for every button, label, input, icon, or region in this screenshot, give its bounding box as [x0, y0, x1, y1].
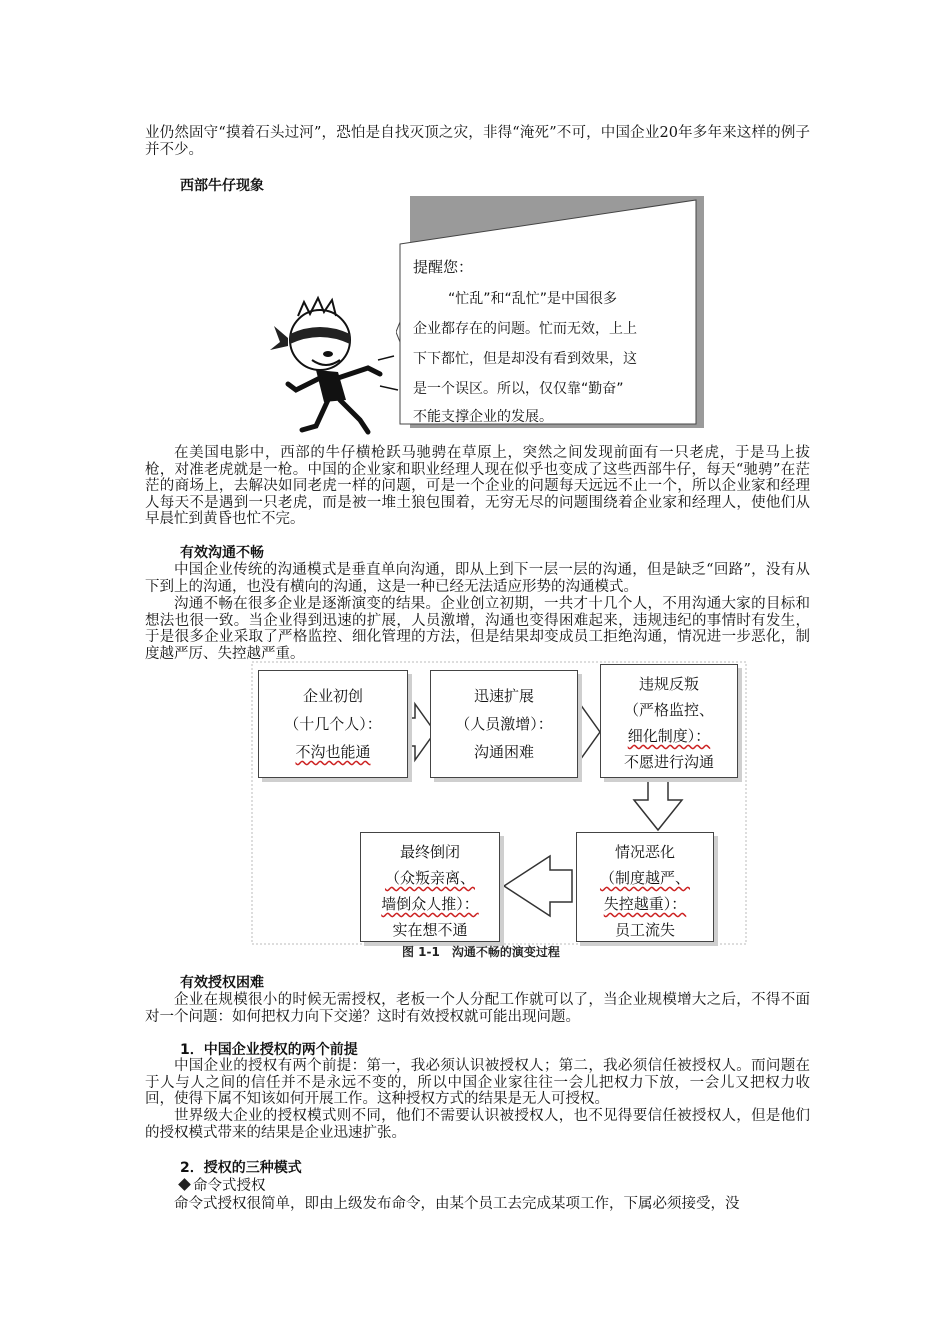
flow-box-rebellion-line-4: 不愿进行沟通 [623, 753, 714, 771]
cartoon-figure-illustration [268, 290, 408, 440]
heading-three-modes: 2．授权的三种模式 [180, 1160, 302, 1176]
bullet-command-mode-label: 命令式授权 [193, 1178, 266, 1194]
flow-box-rebellion-line-2: （严格监控、 [623, 701, 714, 719]
flow-box-deterioration-line-4: 员工流失 [614, 921, 675, 939]
diamond-bullet-icon [178, 1178, 191, 1191]
flow-box-founding-line-1: 企业初创 [302, 687, 363, 705]
arrow-left [504, 856, 572, 916]
paragraph-authorization: 企业在规模很小的时候无需授权，老板一个人分配工作就可以了，当企业规模增大之后，不得不面对一个问题：如何把权力向下交递？这时有效授权就可能出现问题。 [145, 992, 810, 1025]
flow-box-founding-line-3: 不沟也能通 [295, 743, 371, 761]
flow-box-bankruptcy-line-1: 最终倒闭 [399, 843, 460, 861]
arrow-down [634, 780, 682, 830]
flow-box-bankruptcy-line-4: 实在想不通 [392, 921, 468, 939]
reminder-line-2: 企业都存在的问题。忙而无效，上上 [413, 321, 637, 337]
heading-cowboy: 西部牛仔现象 [180, 178, 264, 194]
flow-box-bankruptcy-line-2: （众叛亲离、 [384, 869, 475, 887]
paragraph-command-mode: 命令式授权很简单，即由上级发布命令，由某个员工去完成某项工作，下属必须接受，没 [174, 1196, 740, 1212]
bullet-command-mode [180, 1178, 266, 1195]
reminder-line-1: “忙乱”和“乱忙”是中国很多 [448, 291, 618, 307]
flow-box-rebellion-line-3: 细化制度）： [627, 727, 711, 745]
reminder-line-3: 下下都忙，但是却没有看到效果，这 [413, 351, 637, 367]
flow-box-founding-line-2: （十几个人）： [284, 715, 382, 733]
flow-box-rebellion [600, 664, 738, 778]
paragraph-premises-1: 中国企业的授权有两个前提：第一，我必须认识被授权人；第二，我必须信任被授权人。而问题在于人与人之间的信任并不是永远不变的，所以中国企业家往往一会儿把权力下放，一会儿又把权力收回，使得下属不知该如何开展工作。这种授权方式的结果是无人可授权。 [145, 1058, 810, 1107]
flow-box-deterioration [576, 832, 714, 942]
flow-box-deterioration-line-3: 失控越重）： [603, 895, 687, 913]
flow-box-rebellion-line-1: 违规反叛 [638, 675, 699, 693]
reminder-line-5: 不能支撑企业的发展。 [413, 409, 553, 425]
paragraph-cowboy: 在美国电影中，西部的牛仔横枪跃马驰骋在草原上，突然之间发现前面有一只老虎，于是马上拔枪，对准老虎就是一枪。中国的企业家和职业经理人现在似乎也变成了这些西部牛仔，每天“驰骋”在茫茫的商场上，去解决如同老虎一样的问题，可是一个企业的问题每天远远不止一个，所以企业家和经理人每天不是遇到一只老虎，而是被一堆土狼包围着，无穷无尽的问题围绕着企业家和经理人，使他们从早晨忙到黄昏也忙不完。 [145, 445, 810, 527]
flow-box-bankruptcy-line-3: 墙倒众人推）： [381, 895, 479, 913]
reminder-title: 提醒您： [413, 258, 474, 276]
heading-premises: 1．中国企业授权的两个前提 [180, 1042, 358, 1058]
flow-box-founding [258, 670, 408, 778]
paragraph-premises-2: 世界级大企业的授权模式则不同，他们不需要认识被授权人，也不见得要信任被授权人，但是他们的授权模式带来的结果是企业迅速扩张。 [145, 1108, 810, 1141]
flow-box-expansion-line-1: 迅速扩展 [473, 687, 534, 705]
flow-box-deterioration-line-1: 情况恶化 [614, 843, 675, 861]
flow-box-expansion-line-2: （人员激增）： [455, 715, 553, 733]
reminder-line-4: 是一个误区。所以，仅仅靠“勤奋” [413, 381, 624, 397]
flow-box-bankruptcy [360, 832, 500, 942]
figure-caption: 图 1-1 沟通不畅的演变过程 [402, 945, 560, 959]
flow-box-expansion [430, 670, 578, 778]
flow-box-deterioration-line-2: （制度越严、 [599, 869, 690, 887]
flow-box-expansion-line-3: 沟通困难 [473, 743, 534, 761]
heading-authorization: 有效授权困难 [180, 975, 264, 991]
paragraph-communication-2: 沟通不畅在很多企业是逐渐演变的结果。企业创立初期，一共才十几个人，不用沟通大家的目标和想法也很一致。当企业得到迅速的扩展，人员激增，沟通也变得困难起来，违规违纪的事情时有发生，于是很多企业采取了严格监控、细化管理的方法，但是结果却变成员工拒绝沟通，情况进一步恶化，制度越严厉、失控越严重。 [145, 596, 810, 662]
heading-communication: 有效沟通不畅 [180, 545, 264, 561]
paragraph-intro: 业仍然固守“摸着石头过河”，恐怕是自找灭顶之灾，非得“淹死”不可，中国企业20年多年来这样的例子并不少。 [145, 125, 810, 158]
paragraph-communication-1: 中国企业传统的沟通模式是垂直单向沟通，即从上到下一层一层的沟通，但是缺乏“回路”，没有从下到上的沟通，也没有横向的沟通，这是一种已经无法适应形势的沟通模式。 [145, 562, 810, 595]
